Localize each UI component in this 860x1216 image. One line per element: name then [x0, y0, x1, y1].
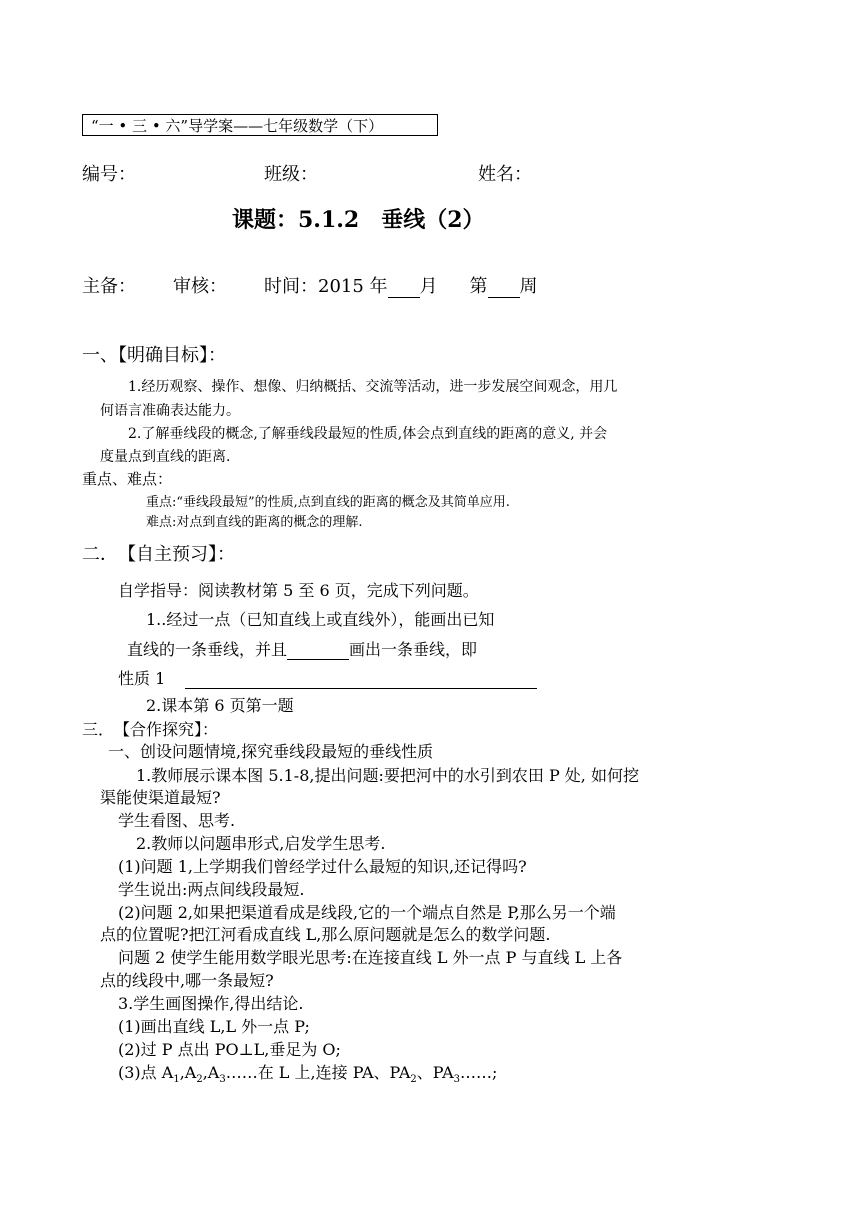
key-heading: 重点、难点：	[82, 470, 173, 488]
class-label: 班级：	[264, 164, 318, 185]
prepared-by-label: 主备：	[82, 276, 136, 297]
p2: 2.教师以问题串形式,启发学生思考.	[136, 834, 386, 853]
step3-text: ,A	[202, 1063, 220, 1082]
preview-q2: 2.课本第 6 页第一题	[146, 696, 294, 715]
key-point: 重点:“垂线段最短”的性质,点到直线的距离的概念及其简单应用.	[146, 495, 510, 510]
question2-line1: (2)问题 2,如果把渠道看成是线段,它的一个端点自然是 P,那么另一个端	[118, 903, 616, 922]
p3: 3.学生画图操作,得出结论.	[118, 994, 304, 1013]
property-blank	[185, 671, 537, 689]
difficulty-point: 难点:对点到直线的距离的概念的理解.	[146, 515, 363, 530]
step3-text: ,A	[179, 1063, 197, 1082]
name-label: 姓名：	[478, 164, 532, 185]
time-prefix: 时间：2015 年	[264, 276, 388, 297]
p1-line3: 学生看图、思考.	[118, 811, 236, 830]
subscript: 2	[196, 1074, 203, 1086]
section2-heading: 二． 【自主预习】：	[82, 544, 235, 565]
week-label: 周	[519, 276, 538, 297]
number-label: 编号：	[82, 164, 136, 185]
q1-line2-end: 画出一条垂线，即	[349, 640, 478, 659]
question2-note-line2: 点的线段中,哪一条最短?	[100, 971, 274, 990]
goal1-line1: 1.经历观察、操作、想像、归纳概括、交流等活动，进一步发展空间观念，用几	[128, 379, 618, 395]
month-label: 月	[419, 276, 438, 297]
goal1-line2: 何语言准确表达能力。	[100, 403, 240, 419]
subscript: 2	[410, 1074, 417, 1086]
section1-heading: 一、【明确目标】：	[82, 345, 226, 366]
step3-text: 、PA	[416, 1063, 454, 1082]
preview-q1-line1: 1..经过一点（已知直线上或直线外），能画出已知	[146, 610, 495, 629]
question2-line2: 点的位置呢?把江河看成直线 L,那么原问题就是怎么的数学问题.	[100, 925, 551, 944]
p1-line2: 渠能使渠道最短?	[100, 788, 221, 807]
question1: (1)问题 1,上学期我们曾经学过什么最短的知识,还记得吗?	[118, 857, 527, 876]
subscript: 1	[173, 1074, 180, 1086]
step3-text: ……;	[460, 1063, 498, 1082]
step3	[118, 1060, 497, 1085]
goal2-line1: 2.了解垂线段的概念,了解垂线段最短的性质,体会点到直线的距离的意义, 并会	[128, 426, 608, 442]
preview-q1-line2	[127, 637, 477, 660]
series-header: “一 • 三 • 六”导学案——七年级数学（下）	[82, 114, 438, 136]
p1-line1: 1.教师展示课本图 5.1-8,提出问题:要把河中的水引到农田 P 处, 如何挖	[136, 766, 639, 785]
step3-prefix: (3)点 A	[118, 1063, 174, 1082]
preview-guide: 自学指导：阅读教材第 5 至 6 页，完成下列问题。	[118, 581, 479, 600]
answer-blank	[287, 642, 349, 660]
week-prefix: 第	[469, 276, 488, 297]
section3-heading: 三． 【合作探究】：	[82, 720, 219, 739]
property-label: 性质 1	[118, 669, 166, 688]
subscript: 3	[219, 1074, 226, 1086]
lesson-title: 课题：5.1.2 垂线（2）	[232, 207, 485, 233]
question1-answer: 学生说出:两点间线段最短.	[118, 880, 305, 899]
property-row	[118, 666, 537, 689]
reviewed-by-label: 审核：	[173, 276, 227, 297]
goal2-line2: 度量点到直线的距离.	[100, 449, 231, 465]
section3-sub1: 一、创设问题情境,探究垂线段最短的垂线性质	[108, 742, 434, 761]
step2: (2)过 P 点出 PO⊥L,垂足为 O;	[118, 1040, 341, 1059]
week-blank	[488, 280, 520, 298]
step1: (1)画出直线 L,L 外一点 P;	[118, 1017, 310, 1036]
q1-line2-start: 直线的一条垂线，并且	[127, 640, 288, 659]
step3-text: ……在 L 上,连接 PA、PA	[225, 1063, 411, 1082]
time-row	[264, 272, 538, 298]
subscript: 3	[453, 1074, 461, 1086]
month-blank	[388, 280, 420, 298]
question2-note-line1: 问题 2 使学生能用数学眼光思考:在连接直线 L 外一点 P 与直线 L 上各	[118, 948, 623, 967]
